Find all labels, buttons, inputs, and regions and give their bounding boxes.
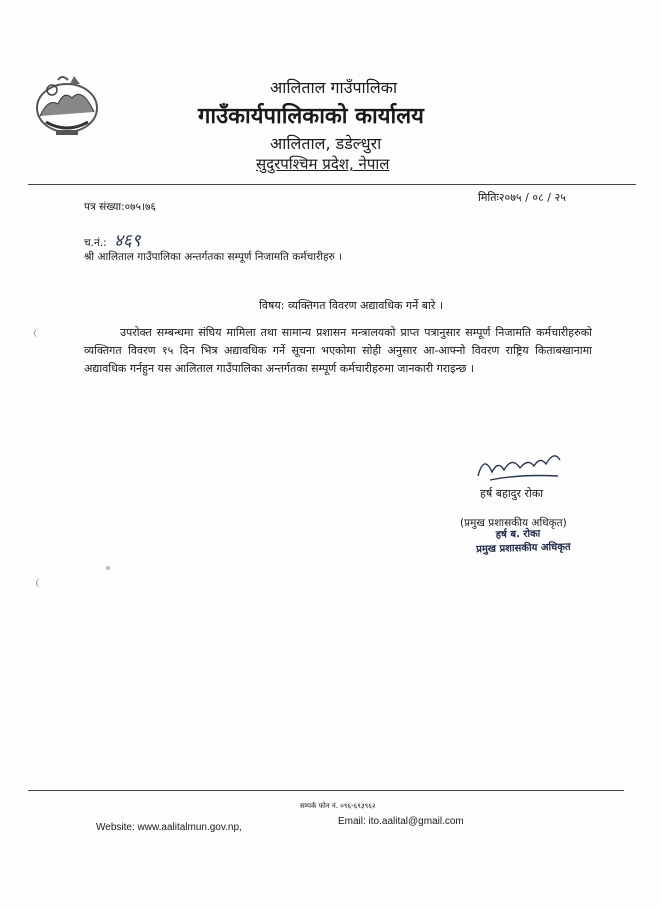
signer-title: (प्रमुख प्रशासकीय अधिकृत): [460, 517, 567, 529]
letter-subject: विषय: व्यक्तिगत विवरण अद्यावधिक गर्ने बारे ।: [259, 299, 443, 312]
footer-website: Website: www.aalitalmun.gov.np,: [96, 822, 242, 833]
dispatch-label: च.नं.:: [84, 237, 107, 249]
letter-date: मितिः२०७५ / ०८ / २५: [478, 191, 566, 204]
dispatch-number: [84, 228, 141, 251]
office-address: आलिताल, डडेल्धुरा: [270, 134, 382, 153]
footer-phone: सम्पर्क फोन नं. ०९६-६९३९६२: [300, 802, 376, 810]
stamp-title: प्रमुख प्रशासकीय अधिकृत: [476, 541, 571, 556]
office-province: सुदुरपश्चिम प्रदेश, नेपाल: [256, 155, 390, 173]
header-divider: [28, 184, 636, 185]
official-stamp: [476, 527, 571, 557]
punch-mark: [36, 578, 47, 588]
punch-mark: [34, 328, 45, 338]
stamp-name: हर्ष ब. रोका: [495, 528, 541, 541]
footer-email: Email: ito.aalital@gmail.com: [338, 816, 464, 827]
dispatch-value: ४६९: [114, 231, 141, 251]
letter-body: उपरोक्त सम्बन्धमा संघिय मामिला तथा सामान्य प्रशासन मन्त्रालयको प्राप्त पत्रानुसार सम्पूर्ण निजामति कर्मचारीहरुको व्यक्तिगत विवरण १५ दिन भित्र अद्यावधिक गर्ने सूचना भएकोमा सोही अनुसार आ-आफ्नो विवरण राष्ट्रिय किताबखानामा अद्यावधिक गर्नहुन यस आलिताल गाउँपालिका अन्तर्गतका सम्पूर्ण कर्मचारीहरुमा जानकारी गराइन्छ ।: [84, 326, 592, 375]
footer-divider: [28, 790, 624, 791]
municipality-name: आलिताल गाउँपालिका: [270, 78, 398, 97]
addressee: श्री आलिताल गाउँपालिका अन्तर्गतका सम्पूर्ण निजामति कर्मचारीहरु ।: [84, 251, 343, 263]
signer-name: हर्ष बहादुर रोका: [480, 487, 544, 500]
reference-number: पत्र संख्या:०७५।७६: [84, 201, 156, 213]
paper-speck: [106, 566, 110, 570]
nepal-emblem-icon: [30, 68, 104, 138]
handwritten-signature-icon: [470, 446, 570, 486]
office-name: गाउँकार्यपालिकाको कार्यालय: [198, 104, 424, 129]
